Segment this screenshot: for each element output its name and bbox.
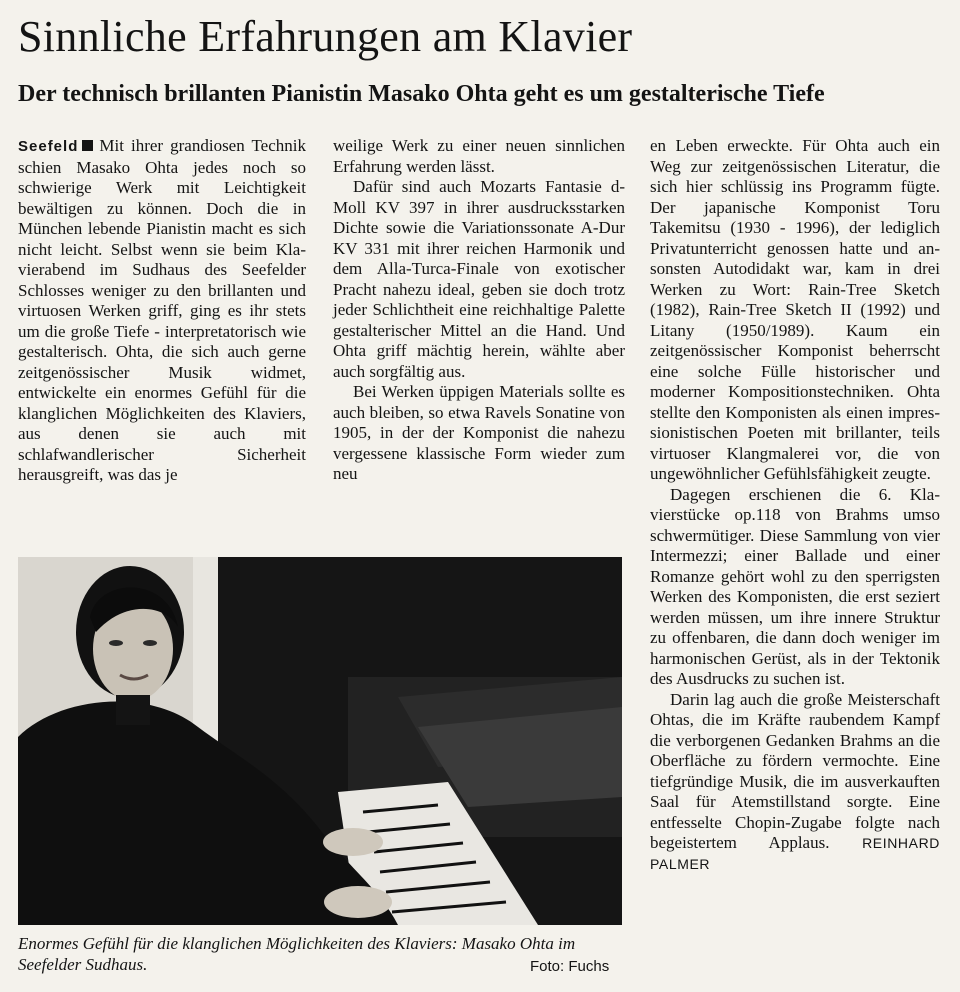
paragraph-text: Darin lag auch die große Meisterschaft Ohtas, die im Kräfte raubendem Kampf die verborgenen Gedanken Brahms an die Oberfläche zu fördern vermochte. Eine tiefgründige Musik, die im ausverkauften Saal für Atemstillstand sorgte. Eine entfesselte Chopin-Zugabe folgte nach begeistertem Applaus.: [650, 689, 940, 852]
author-byline: REINHARD PALMER: [650, 835, 940, 872]
paragraph: weilige Werk zu einer neuen sinnlichen Erfahrung werden lässt.: [333, 136, 625, 176]
article-column-3: [650, 136, 940, 874]
article-photo: [18, 557, 622, 925]
photo-credit: Foto: Fuchs: [530, 958, 610, 975]
paragraph: Bei Werken üppigen Materials sollte es auch bleiben, so etwa Ravels Sonatine von 1905, in der der Komponist die nahezu vergessene klassische Form wieder zum neu: [333, 382, 625, 483]
paragraph-text: Mit ihrer grandiosen Technik schien Masako Ohta jedes noch so schwierige Werk mit Leichtigkeit bewältigen zu können. Doch die in München lebende Pianistin macht es sich nicht leicht. Selbst wenn sie beim Klavierabend im Sudhaus des Seefelder Schlosses weniger zu den brillanten und virtuosen Werken griff, ging es ihr stets um die große Tiefe - interpretatorisch wie gestalterisch. Ohta, die sich auch gerne zeitgenössischer Musik widmet, entwickelte ein enormes Gefühl für die klanglichen Möglichkeiten des Klaviers, aus denen sie auch mit schlafwandlerischer Sicherheit herausgreift, was das je: [18, 136, 306, 484]
paragraph: [650, 690, 940, 875]
dateline-square-icon: [82, 140, 93, 151]
article-column-2: [333, 136, 625, 485]
subheadline: Der technisch brillanten Pianistin Masako Ohta geht es um gestalterische Tiefe: [18, 81, 825, 107]
paragraph: Dafür sind auch Mozarts Fantasie d-Moll KV 397 in ihrer ausdrucksstarken Dichte sowie die Variationssonate A-Dur KV 331 mit ihrer reichen Harmonik und dem Alla-Turca-Finale von exotischer Pracht nahezu ideal, geben sie doch trotz jeder Schlichtheit eine reichhaltige Palette gestalterischer Mittel an die Hand. Und Ohta griff mächtig herein, wählte aber auch sorgfältig aus.: [333, 177, 625, 381]
pianist-at-piano-illustration: [18, 557, 622, 925]
headline: Sinnliche Erfahrungen am Klavier: [18, 12, 633, 61]
photo-caption: Enormes Gefühl für die klanglichen Möglichkeiten des Klaviers: Masako Ohta im Seefelder Sudhaus.: [18, 934, 576, 974]
dateline: Seefeld: [18, 138, 79, 155]
paragraph: Dagegen erschienen die 6. Klavierstücke op.118 von Brahms umso schwermütiger. Diese Sammlung von vier Intermezzi; einer Ballade und einer Romanze gehört wohl zu den sperrigsten Werken des Komponisten, die erst seziert werden müssen, um ihre innere Struktur zu offenbaren, die dann doch weniger im harmonischen Gerüst, als in der Tektonik des Ausdrucks zu suchen ist.: [650, 484, 940, 688]
paragraph: en Leben erweckte. Für Ohta auch ein Weg zur zeitgenössischen Literatur, die sich hier schlüssig ins Programm fügte. Der japanische Komponist Toru Takemitsu (1930 - 1996), der lediglich Privatunterricht genossen hatte und ansonsten Autodidakt war, kam in drei Werken zu Wort: Rain-Tree Sketch (1982), Rain-Tree Sketch II (1992) und Litany (1950/1989). Kaum ein zeitgenössischer Komponist beherrscht eine solche Fülle historischer und moderner Kompositionstechniken. Ohta stellte den Komponisten als einen impressionistischen Poeten mit brillanter, teils virtuoser Klangmalerei vor, die von ungewöhnlicher Gefühlsfähigkeit zeugte.: [650, 136, 940, 483]
paragraph: [18, 136, 306, 486]
article-column-1: [18, 136, 306, 486]
